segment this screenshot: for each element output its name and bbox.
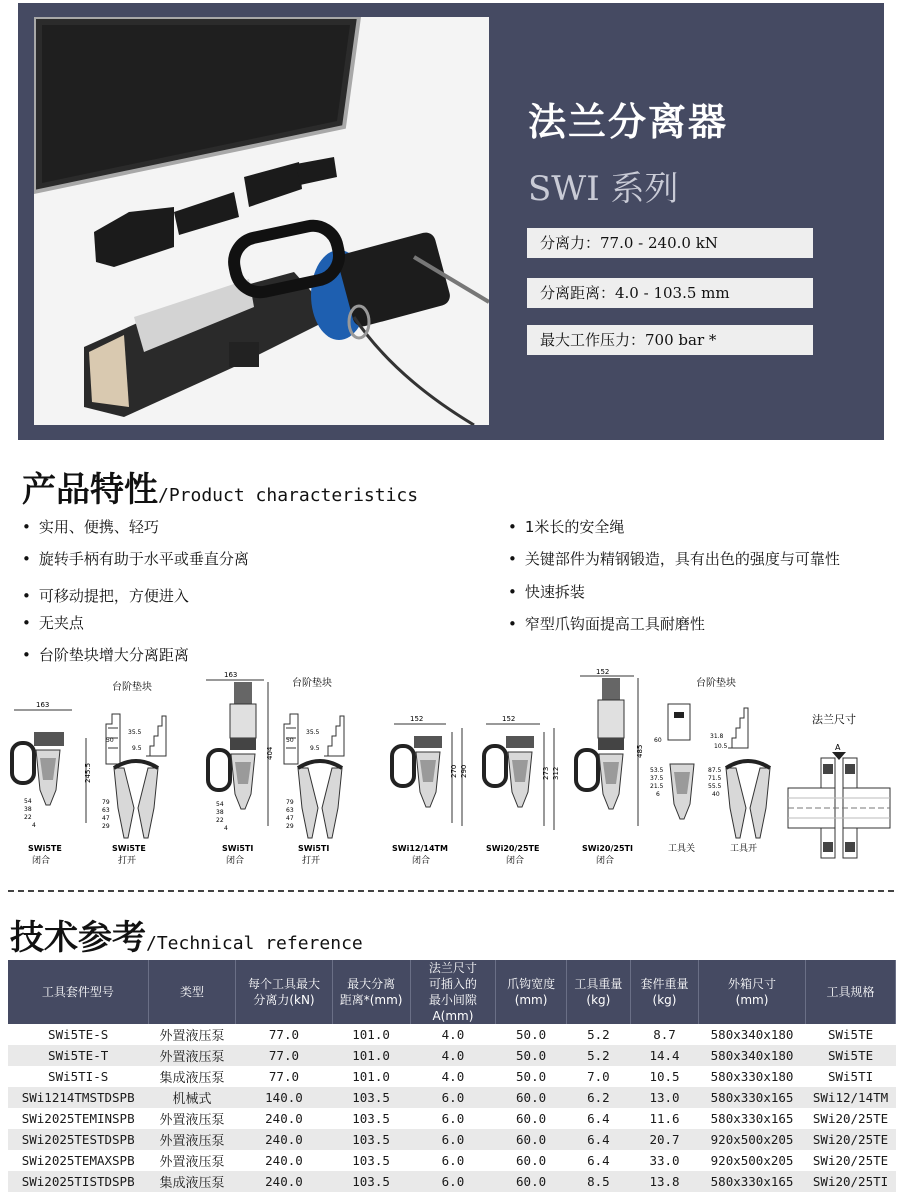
- table-cell: SWi2025TEMINSPB: [21, 1111, 135, 1126]
- block-dim-3: 10.5: [714, 743, 728, 750]
- table-cell: 60.0: [496, 1129, 566, 1150]
- table-cell: 5.2: [566, 1045, 630, 1066]
- dimension-diagrams: [6, 668, 894, 878]
- table-cell: 6.0: [410, 1087, 496, 1108]
- dim-closed-4: 4: [32, 822, 36, 829]
- dim-open-4: 29: [286, 823, 294, 830]
- table-cell: 4.0: [441, 1027, 465, 1042]
- technical-heading: [10, 910, 363, 959]
- table-cell: SWi2025TISTDSPB: [8, 1171, 148, 1192]
- table-cell: SWi20/25TE: [806, 1129, 896, 1150]
- table-header-cell: [496, 960, 566, 1024]
- table-cell: 60.0: [496, 1087, 566, 1108]
- dim-closed-1: 53.5: [650, 767, 664, 774]
- dim-closed-2: 38: [24, 806, 32, 813]
- dim-height: 404: [266, 746, 274, 760]
- table-row: [8, 1066, 896, 1087]
- table-cell: SWi20/25TE: [812, 1153, 889, 1168]
- table-cell: 50.0: [516, 1027, 547, 1042]
- table-cell: 7.0: [587, 1069, 610, 1084]
- dim-open-4: 29: [102, 823, 110, 830]
- table-cell: 4.0: [410, 1045, 496, 1066]
- dim-open-1: 79: [286, 799, 294, 806]
- feature-item: • 1米长的安全绳: [508, 516, 624, 537]
- swi5te-closed-drawing: [12, 701, 92, 866]
- table-cell: SWi2025TESTDSPB: [8, 1129, 148, 1150]
- block-dim-1: 50: [106, 737, 114, 744]
- technical-table: [8, 960, 896, 1192]
- table-header-cell: [806, 960, 896, 1024]
- state-label: 打开: [118, 856, 137, 866]
- table-cell: 8.7: [653, 1027, 676, 1042]
- table-cell: SWi5TE: [827, 1027, 874, 1042]
- table-cell: 240.0: [265, 1111, 303, 1126]
- table-cell: 5.2: [587, 1027, 610, 1042]
- table-cell: 6.4: [587, 1153, 610, 1168]
- table-cell: 60.0: [516, 1111, 547, 1126]
- table-header-line: (kg): [586, 993, 611, 1007]
- table-cell: 6.0: [441, 1153, 465, 1168]
- table-header-line: 每个工具最大: [247, 977, 320, 991]
- dim-closed-3: 22: [216, 817, 224, 824]
- table-cell: 77.0: [268, 1069, 300, 1084]
- dim-closed-3: 22: [24, 814, 32, 821]
- model-label: SWi20/25TI: [582, 844, 633, 853]
- swi5ti-closed-drawing: [206, 671, 274, 866]
- table-cell: 6.0: [441, 1111, 465, 1126]
- block-dim-1: 60: [654, 737, 662, 744]
- technical-heading-cn: 技术参考: [10, 918, 146, 958]
- table-cell: 6.0: [410, 1171, 496, 1192]
- model-label: SWi12/14TM: [392, 844, 448, 853]
- table-row: [8, 1087, 896, 1108]
- flange-size-drawing: [788, 712, 890, 858]
- table-cell: SWi12/14TM: [806, 1087, 896, 1108]
- step-block-label: 台阶垫块: [696, 678, 736, 689]
- table-cell: 240.0: [236, 1129, 332, 1150]
- block-dim-3: 9.5: [310, 745, 320, 752]
- table-header-line: 最小间隙A(mm): [428, 993, 477, 1023]
- table-header-line: 工具重量: [574, 977, 623, 991]
- table-cell: 11.6: [649, 1111, 680, 1126]
- table-cell: 33.0: [649, 1153, 680, 1168]
- table-cell: 920x500x205: [699, 1129, 806, 1150]
- table-cell: 20.7: [631, 1129, 699, 1150]
- table-cell: 103.5: [352, 1153, 390, 1168]
- table-cell: 6.2: [566, 1087, 630, 1108]
- table-cell: 580x330x165: [699, 1171, 806, 1192]
- table-cell: 920x500x205: [710, 1153, 794, 1168]
- state-label: 闭合: [32, 856, 51, 866]
- block-dim-1: 50: [286, 737, 294, 744]
- table-body: [8, 1024, 896, 1192]
- dim-open-2: 71.5: [708, 775, 722, 782]
- swi20-25ti-drawing: [576, 668, 644, 866]
- technical-heading-en: /Technical reference: [146, 933, 363, 954]
- table-cell: 140.0: [236, 1087, 332, 1108]
- table-cell: 外置液压泵: [148, 1129, 235, 1150]
- dim-height-extra: 290: [460, 764, 468, 778]
- block-dim-2: 31.8: [710, 733, 724, 740]
- swi20-25ti-jaws-drawing: [650, 676, 770, 854]
- table-row: [8, 1171, 896, 1192]
- table-cell: SWi2025TEMAXSPB: [21, 1153, 135, 1168]
- table-cell: 580x340x180: [699, 1045, 806, 1066]
- spec-pressure: 最大工作压力：700 bar *: [527, 325, 813, 355]
- flange-label: 法兰尺寸: [812, 713, 856, 726]
- table-header-line: 外箱尺寸: [728, 977, 777, 991]
- dim-closed-3: 21.5: [650, 783, 664, 790]
- dim-closed-2: 38: [216, 809, 224, 816]
- feature-item: • 实用、便携、轻巧: [22, 516, 159, 537]
- features-heading-cn: 产品特性: [22, 470, 158, 510]
- table-header-cell: [8, 960, 148, 1024]
- dim-height-extra: 273: [542, 766, 550, 780]
- flange-gap-label: A: [835, 743, 841, 752]
- state-label: 闭合: [412, 856, 431, 866]
- table-cell: 4.0: [441, 1069, 465, 1084]
- block-dim-2: 35.5: [128, 729, 142, 736]
- dim-closed-4: 4: [224, 825, 228, 832]
- features-heading: [22, 462, 418, 511]
- state-label: 闭合: [226, 856, 245, 866]
- table-row: [8, 1150, 896, 1171]
- dim-open-2: 63: [286, 807, 294, 814]
- table-cell: 外置液压泵: [148, 1045, 235, 1066]
- dim-open-3: 47: [102, 815, 110, 822]
- feature-item: • 无夹点: [22, 612, 84, 633]
- table-row: [8, 1045, 896, 1066]
- table-cell: 50.0: [496, 1045, 566, 1066]
- table-cell: 103.5: [332, 1129, 410, 1150]
- table-cell: 6.0: [410, 1129, 496, 1150]
- swi5te-open-drawing: [102, 680, 166, 866]
- table-header-line: 法兰尺寸: [428, 961, 477, 975]
- table-row: [8, 1129, 896, 1150]
- state-label: 闭合: [506, 856, 525, 866]
- table-header-line: 套件重量: [640, 977, 689, 991]
- table-cell: 集成液压泵: [148, 1171, 235, 1192]
- dim-open-3: 55.5: [708, 783, 722, 790]
- dim-closed-1: 54: [216, 801, 224, 808]
- table-header-row: [8, 960, 896, 1024]
- dim-width: 152: [502, 715, 516, 723]
- table-header-line: 距离*(mm): [339, 993, 403, 1007]
- table-header-line: (mm): [514, 993, 548, 1007]
- model-label: SWi5TI: [298, 844, 330, 853]
- swi20-25te-drawing: [484, 715, 560, 866]
- dim-closed-2: 37.5: [650, 775, 664, 782]
- features-heading-en: /Product characteristics: [158, 485, 419, 506]
- dim-closed-1: 54: [24, 798, 32, 805]
- table-header-line: 可插入的: [428, 977, 477, 991]
- table-cell: 13.0: [631, 1087, 699, 1108]
- table-cell: SWi20/25TI: [806, 1171, 896, 1192]
- table-header-line: 工具规格: [826, 985, 875, 999]
- table-cell: 77.0: [236, 1045, 332, 1066]
- dim-open-1: 79: [102, 799, 110, 806]
- table-header-line: 分离力(kN): [253, 993, 315, 1007]
- model-label: SWi5TE: [28, 844, 62, 853]
- dim-open-2: 63: [102, 807, 110, 814]
- table-cell: 580x340x180: [710, 1027, 794, 1042]
- table-cell: 60.0: [496, 1171, 566, 1192]
- table-cell: 机械式: [148, 1087, 235, 1108]
- table-cell: 10.5: [649, 1069, 680, 1084]
- dim-height: 312: [552, 766, 560, 780]
- table-cell: SWi5TI: [827, 1069, 874, 1084]
- table-header-line: 最大分离: [347, 977, 396, 991]
- dim-open-3: 47: [286, 815, 294, 822]
- table-cell: SWi1214TMSTDSPB: [8, 1087, 148, 1108]
- table-cell: 77.0: [268, 1027, 300, 1042]
- tool-open-label: 工具开: [730, 844, 758, 854]
- block-dim-2: 35.5: [306, 729, 320, 736]
- table-cell: 集成液压泵: [159, 1071, 225, 1086]
- feature-item: • 窄型爪钩面提高工具耐磨性: [508, 613, 705, 634]
- table-header-cell: [236, 960, 332, 1024]
- table-cell: 103.5: [332, 1171, 410, 1192]
- table-cell: SWi20/25TE: [812, 1111, 889, 1126]
- dim-width: 152: [596, 668, 610, 676]
- feature-item: • 快速拆装: [508, 581, 585, 602]
- model-label: SWi5TI: [222, 844, 254, 853]
- table-cell: 580x330x165: [699, 1087, 806, 1108]
- table-header-line: (mm): [735, 993, 769, 1007]
- table-header-cell: [148, 960, 235, 1024]
- section-divider: [8, 890, 894, 892]
- tool-closed-label: 工具关: [668, 844, 696, 854]
- table-header-line: (kg): [652, 993, 677, 1007]
- swi12-14tm-drawing: [392, 715, 468, 866]
- table-cell: 50.0: [516, 1069, 547, 1084]
- table-cell: 101.0: [352, 1027, 390, 1042]
- feature-item: • 关键部件为精钢锻造，具有出色的强度与可靠性: [508, 548, 840, 569]
- hero-banner: [18, 3, 884, 440]
- table-cell: 101.0: [352, 1069, 390, 1084]
- spec-distance: 分离距离：4.0 - 103.5 mm: [527, 278, 813, 308]
- table-cell: 103.5: [332, 1087, 410, 1108]
- feature-item: • 台阶垫块增大分离距离: [22, 644, 189, 665]
- dim-open-1: 87.5: [708, 767, 722, 774]
- table-cell: 60.0: [516, 1153, 547, 1168]
- table-row: [8, 1024, 896, 1045]
- feature-item: • 旋转手柄有助于水平或垂直分离: [22, 548, 249, 569]
- table-header-cell: [699, 960, 806, 1024]
- table-cell: 6.4: [587, 1111, 610, 1126]
- table-header-line: 类型: [180, 985, 205, 999]
- spec-force: 分离力：77.0 - 240.0 kN: [527, 228, 813, 258]
- step-block-label: 台阶垫块: [292, 678, 332, 689]
- table-cell: 103.5: [352, 1111, 390, 1126]
- dim-width: 152: [410, 715, 424, 723]
- table-cell: 580x330x165: [710, 1111, 794, 1126]
- block-dim-3: 9.5: [132, 745, 142, 752]
- table-cell: SWi5TE: [806, 1045, 896, 1066]
- table-cell: SWi5TI-S: [48, 1069, 109, 1084]
- step-block-label: 台阶垫块: [112, 682, 152, 693]
- dim-closed-4: 6: [656, 791, 660, 798]
- swi5ti-open-drawing: [284, 676, 344, 866]
- product-photo: [34, 17, 489, 425]
- table-cell: 13.8: [631, 1171, 699, 1192]
- table-cell: 8.5: [566, 1171, 630, 1192]
- dim-width: 163: [224, 671, 238, 679]
- table-header-cell: [410, 960, 496, 1024]
- table-cell: 外置液压泵: [159, 1029, 225, 1044]
- dim-width: 163: [36, 701, 50, 709]
- state-label: 打开: [302, 856, 321, 866]
- dimension-drawings: [6, 668, 894, 878]
- table-header-line: 工具套件型号: [41, 985, 114, 999]
- table-cell: 外置液压泵: [159, 1155, 225, 1170]
- model-label: SWi5TE: [112, 844, 146, 853]
- table-header-cell: [631, 960, 699, 1024]
- table-cell: 6.4: [566, 1129, 630, 1150]
- table-cell: 240.0: [236, 1171, 332, 1192]
- table-cell: 外置液压泵: [159, 1113, 225, 1128]
- hero-title: 法兰分离器: [528, 100, 729, 144]
- table-cell: 101.0: [332, 1045, 410, 1066]
- table-cell: SWi5TE-S: [48, 1027, 109, 1042]
- table-cell: SWi5TE-T: [8, 1045, 148, 1066]
- state-label: 闭合: [596, 856, 615, 866]
- table-header-cell: [332, 960, 410, 1024]
- flange-spreader-illustration: [34, 17, 489, 425]
- dim-height: 270: [450, 764, 458, 778]
- table-cell: 580x330x180: [710, 1069, 794, 1084]
- feature-item: • 可移动提把，方便进入: [22, 585, 189, 606]
- hero-subtitle: SWI 系列: [528, 169, 679, 209]
- dim-height: 245.5: [84, 762, 92, 783]
- table-header-line: 爪钩宽度: [507, 977, 556, 991]
- table-cell: 14.4: [631, 1045, 699, 1066]
- table-header-cell: [566, 960, 630, 1024]
- dim-height: 485: [636, 744, 644, 758]
- dim-open-4: 40: [712, 791, 720, 798]
- model-label: SWi20/25TE: [486, 844, 540, 853]
- table-row: [8, 1108, 896, 1129]
- table-cell: 240.0: [265, 1153, 303, 1168]
